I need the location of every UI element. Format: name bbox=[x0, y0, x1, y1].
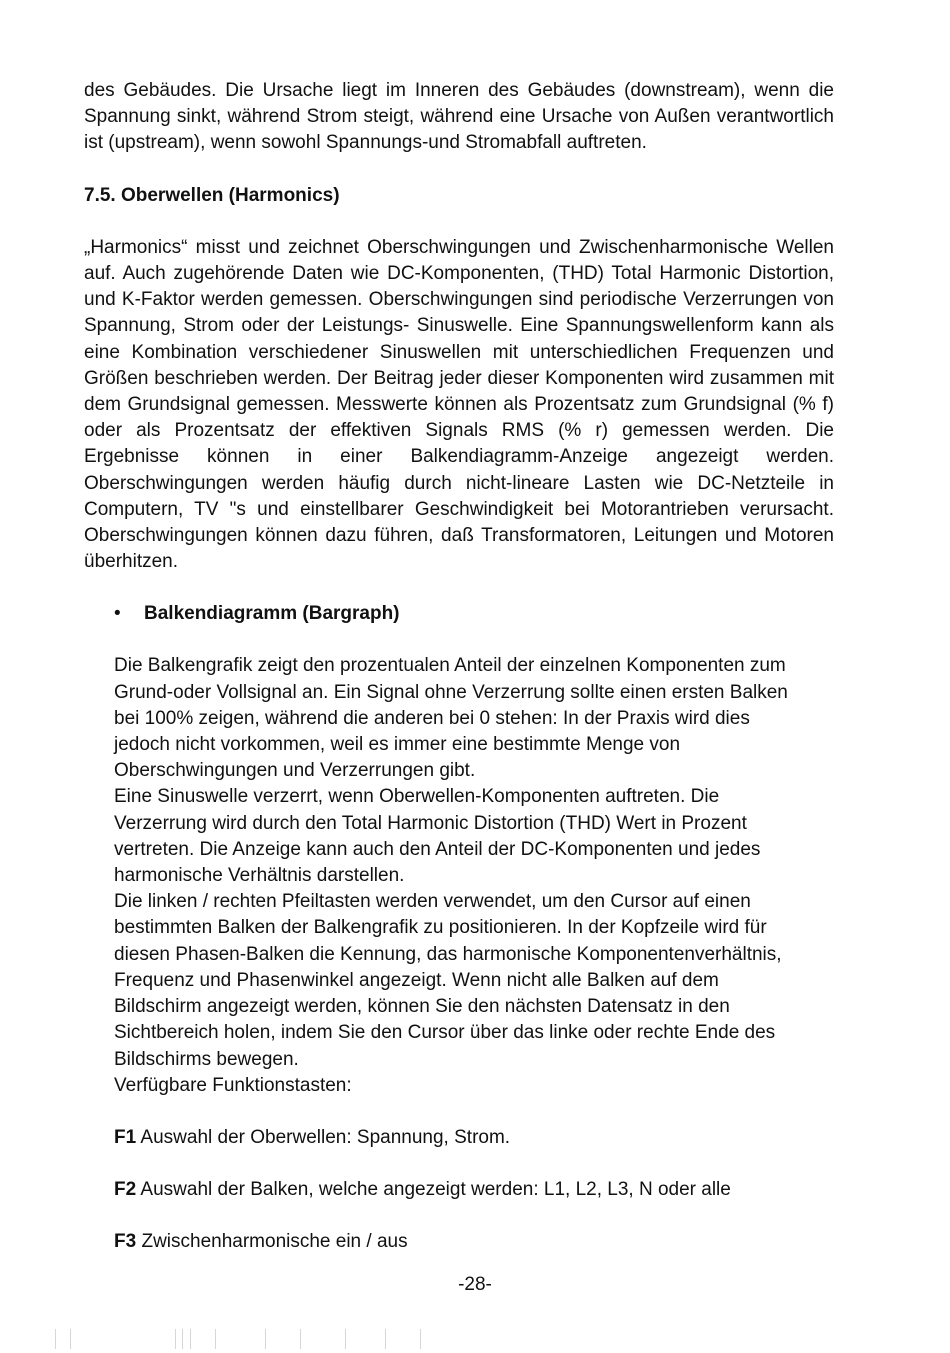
body-line: Oberschwingungen und Verzerrungen gibt. bbox=[114, 760, 476, 782]
body-line: Eine Sinuswelle verzerrt, wenn Oberwellen-Komponenten auftreten. Die bbox=[114, 786, 720, 808]
function-key-f3 bbox=[114, 1229, 834, 1255]
body-line: Bildschirms bewegen. bbox=[114, 1048, 299, 1070]
intro-paragraph: des Gebäudes. Die Ursache liegt im Inneren des Gebäudes (downstream), wenn die Spannung sinkt, während Strom steigt, während eine Ursache von Außen verantwortlich ist (upstream), wenn sowohl Spannungs-und Stromabfall auftreten. bbox=[84, 80, 834, 154]
body-line: Die Balkengrafik zeigt den prozentualen Anteil der einzelnen Komponenten zum bbox=[114, 655, 786, 677]
body-line: Grund-oder Vollsignal an. Ein Signal ohne Verzerrung sollte einen ersten Balken bbox=[114, 681, 788, 703]
bullet-item bbox=[84, 601, 834, 627]
section-paragraph: „Harmonics“ misst und zeichnet Oberschwingungen und Zwischenharmonische Wellen auf. Auch zugehörende Daten wie DC-Komponenten, (THD) Total Harmonic Distortion, und K-Faktor werden gemessen. Oberschwingungen sind periodische Verzerrungen von Spannung, Strom oder der Leistungs- Sinuswelle. Eine Spannungswellenform kann als eine Kombination verschiedener Sinuswellen mit unterschiedlichen Frequenzen und Größen beschrieben werden. Der Beitrag jeder dieser Komponenten wird zusammen mit dem Grundsignal gemessen. Messwerte können als Prozentsatz zum Grundsignal (% f) oder als Prozentsatz der effektiven Signals RMS (% r) gemessen werden. Die Ergebnisse können in einer Balkendiagramm-Anzeige angezeigt werden. Oberschwingungen werden häufig durch nicht-lineare Lasten wie DC-Netzteile in Computern, TV "s und einstellbarer Geschwindigkeit bei Motorantrieben verursacht. Oberschwingungen können dazu führen, daß Transformatoren, Leitungen und Motoren überhitzen. bbox=[84, 236, 834, 573]
function-key-label: F2 bbox=[114, 1179, 137, 1201]
body-line: diesen Phasen-Balken die Kennung, das harmonische Komponentenverhältnis, bbox=[114, 943, 782, 965]
section-heading: 7.5. Oberwellen (Harmonics) bbox=[84, 184, 340, 206]
body-line: Die linken / rechten Pfeiltasten werden verwendet, um den Cursor auf einen bbox=[114, 891, 751, 913]
function-key-f2 bbox=[114, 1177, 834, 1203]
body-line: Frequenz und Phasenwinkel angezeigt. Wenn nicht alle Balken auf dem bbox=[114, 969, 719, 991]
scan-artifact-marks bbox=[0, 1325, 950, 1353]
body-line: bei 100% zeigen, während die anderen bei 0 stehen: In der Praxis wird dies bbox=[114, 707, 750, 729]
function-key-label: F3 bbox=[114, 1231, 137, 1253]
body-line: jedoch nicht vorkommen, weil es immer eine bestimmte Menge von bbox=[114, 734, 681, 756]
body-line: Bildschirm angezeigt werden, können Sie den nächsten Datensatz in den bbox=[114, 996, 730, 1018]
body-line: harmonische Verhältnis darstellen. bbox=[114, 865, 405, 887]
bullet-title: Balkendiagramm (Bargraph) bbox=[144, 603, 400, 625]
function-key-description: Zwischenharmonische ein / aus bbox=[136, 1231, 408, 1253]
body-line: Verfügbare Funktionstasten: bbox=[114, 1074, 352, 1096]
document-page bbox=[84, 78, 834, 1256]
body-line: Verzerrung wird durch den Total Harmonic Distortion (THD) Wert in Prozent bbox=[114, 812, 747, 834]
body-line: Sichtbereich holen, indem Sie den Cursor über das linke oder rechte Ende des bbox=[114, 1022, 776, 1044]
body-line: bestimmten Balken der Balkengrafik zu positionieren. In der Kopfzeile wird für bbox=[114, 917, 767, 939]
function-key-description: Auswahl der Oberwellen: Spannung, Strom. bbox=[136, 1126, 511, 1148]
function-key-f1 bbox=[114, 1125, 834, 1151]
body-line: vertreten. Die Anzeige kann auch den Anteil der DC-Komponenten und jedes bbox=[114, 838, 761, 860]
bullet-body bbox=[114, 653, 834, 1255]
page-number: -28- bbox=[458, 1274, 492, 1295]
function-key-description: Auswahl der Balken, welche angezeigt werden: L1, L2, L3, N oder alle bbox=[136, 1179, 731, 1201]
function-key-label: F1 bbox=[114, 1126, 137, 1148]
bullet-icon: • bbox=[114, 603, 121, 625]
